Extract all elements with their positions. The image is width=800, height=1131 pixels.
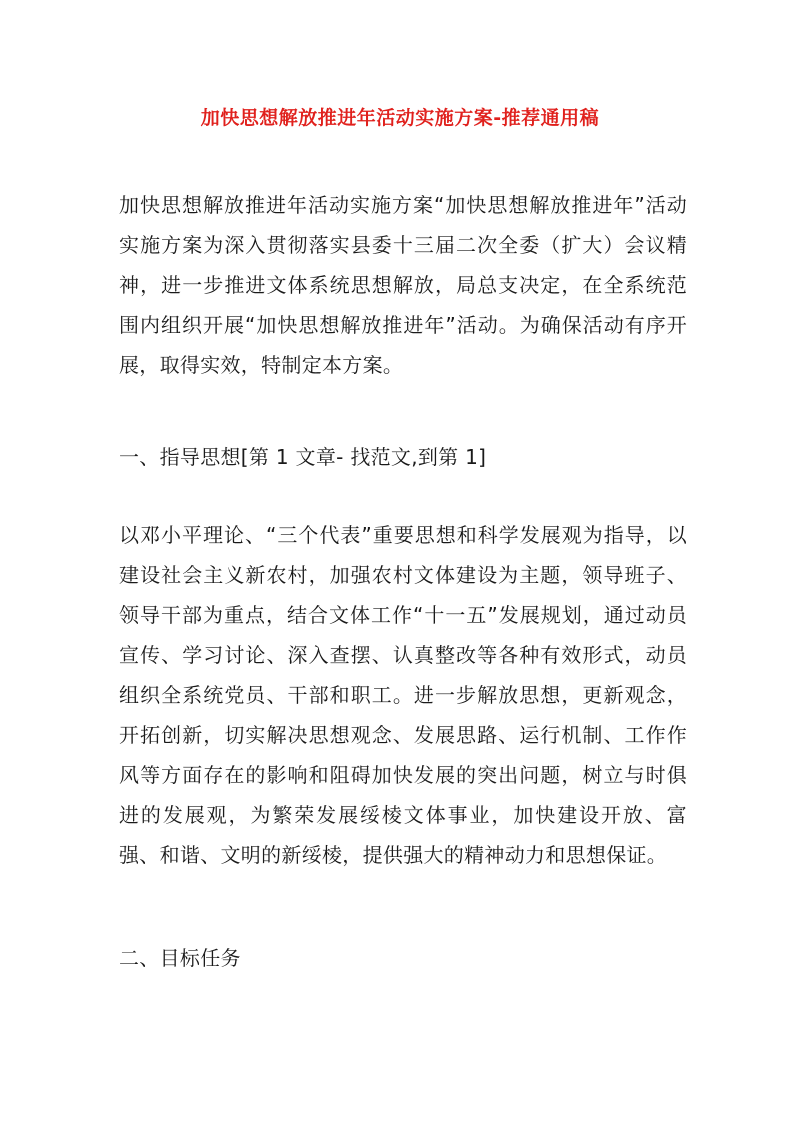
document-title: 加快思想解放推进年活动实施方案-推荐通用稿 — [200, 107, 600, 129]
section2-heading: 二、目标任务 — [119, 946, 241, 970]
intro-paragraph: 加快思想解放推进年活动实施方案“加快思想解放推进年”活动实施方案为深入贯彻落实县委十三届二次全委（扩大）会议精神，进一步推进文体系统思想解放，局总支决定，在全系统范围内组织开展“加快思想解放推进年”活动。为确保活动有序开展，取得实效，特制定本方案。 — [119, 193, 687, 377]
section1-heading: 一、指导思想[第 1 文章- 找范文,到第 1] — [119, 445, 487, 469]
section1-paragraph: 以邓小平理论、“三个代表”重要思想和科学发展观为指导，以建设社会主义新农村，加强农村文体建设为主题，领导班子、领导干部为重点，结合文体工作“十一五”发展规划，通过动员宣传、学习讨论、深入查摆、认真整改等各种有效形式，动员组织全系统党员、干部和职工。进一步解放思想，更新观念，开拓创新，切实解决思想观念、发展思路、运行机制、工作作风等方面存在的影响和阻碍加快发展的突出问题，树立与时俱进的发展观，为繁荣发展绥棱文体事业，加快建设开放、富强、和谐、文明的新绥棱，提供强大的精神动力和思想保证。 — [119, 523, 687, 867]
